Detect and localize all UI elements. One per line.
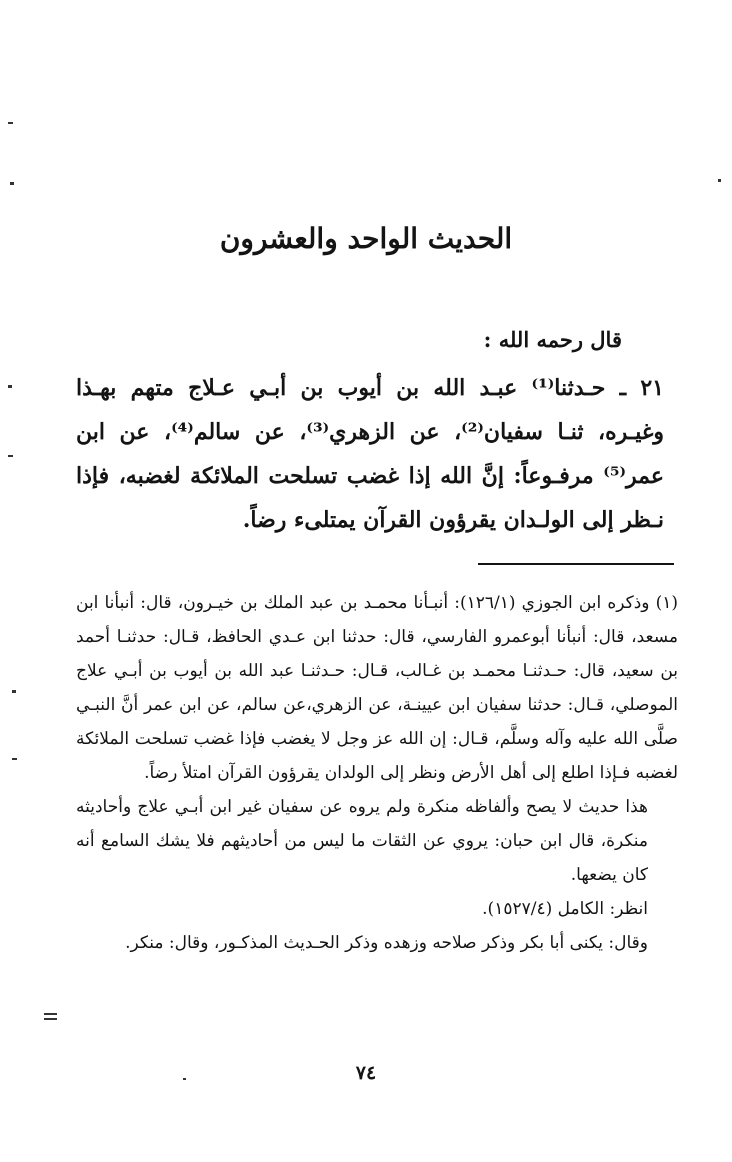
scan-speck [44,1018,57,1020]
scan-speck [10,182,14,185]
scan-speck [183,1078,186,1080]
scan-speck [8,122,13,124]
scan-speck [12,690,16,693]
footnotes-section [76,586,678,960]
scan-speck [718,179,721,182]
footnote-paragraph-3: انظر: الكامل (١٥٢٧/٤). [482,899,648,919]
hadith-paragraph [76,366,664,542]
scan-speck [8,455,13,457]
intro-line: قال رحمه الله : [483,327,622,352]
scan-speck [44,1013,57,1015]
scan-speck [12,758,17,760]
footnote-paragraph-2: هذا حديث لا يصح وألفاظه منكرة ولم يروه عن سفيان غير ابن أبـي علاج وأحاديثه منكرة، قال ابن حبان: يروي عن الثقات ما ليس من أحاديثهم فلا يشك السامع أنه كان يضعها. [76,797,648,885]
footnote-paragraph-4: وقال: يكنى أبا بكر وذكر صلاحه وزهده وذكر الحـديث المذكـور، وقال: منكر. [125,933,648,953]
hadith-text: حـدثنا⁽¹⁾ عبـد الله بن أيوب بن أبـي عـلاج متهم بهـذا وغيـره، ثنـا سفيان⁽²⁾، عن الزهري⁽³⁾، عن سالم⁽⁴⁾، عن ابن عمر⁽⁵⁾ مرفـوعاً: إنَّ الله إذا غضب تسلحت الملائكة لغضبه، فإذا نـظر إلى الولـدان يقرؤون القرآن يمتلىء رضاً. [76,375,664,533]
footnote-paragraph-1: وذكره ابن الجوزي (١٢٦/١): أنبـأنا محمـد بن عبد الملك بن خيـرون، قال: أنبأنا ابن مسعد، قال: أنبأنا أبوعمرو الفارسي، قال: حدثنا ابن عـدي الحافظ، قـال: حدثنـا أحمد بن سعيد، قال: حـدثنـا محمـد بن غـالب، قـال: حـدثنـا عبد الله بن أيوب بن أبـي علاج الموصلي، قـال: حدثنا سفيان ابن عيينـة، عن الزهري،عن سالم، عن ابن عمر أنَّ النبـي صلَّى الله عليه وآله وسلَّم، قـال: إن الله عز وجل لا يغضب فإذا غضب تسلحت الملائكة لغضبه فـإذا اطلع إلى أهل الأرض ونظر إلى الولدان يقرؤون القرآن امتلأ رضاً. [76,593,678,783]
page-number: ٧٤ [355,1062,377,1084]
footnote-marker: (١) [655,593,679,613]
footnote-divider [478,563,674,565]
footnote-1 [76,586,678,790]
scan-speck [8,385,12,388]
chapter-title: الحديث الواحد والعشرون [219,222,513,255]
hadith-number: ٢١ ـ [619,375,664,401]
